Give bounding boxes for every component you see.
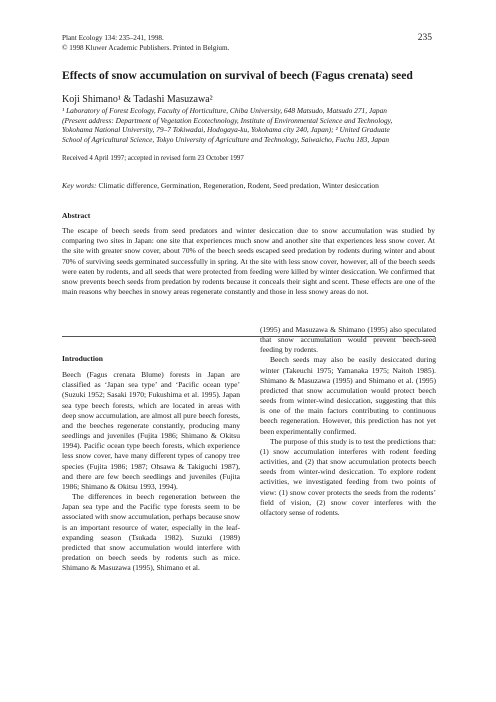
keywords-label: Key words: <box>62 181 97 190</box>
page-number: 235 <box>417 33 432 43</box>
authors: Koji Shimano¹ & Tadashi Masuzawa² <box>62 94 213 105</box>
received-date: Received 4 April 1997; accepted in revised form 23 October 1997 <box>62 155 244 162</box>
keywords-block <box>62 181 440 191</box>
affiliation-line: School of Agricultural Science, Tokyo University of Agriculture and Technology, Saiwaicho, Fuchu 183, Japan <box>62 134 390 144</box>
right-column <box>260 325 436 518</box>
affiliation-line: Yokohama National University, 79–7 Tokiwadai, Hodogaya-ku, Yokohama city 240, Japan); ² United Graduate <box>62 125 390 135</box>
left-column <box>62 354 240 573</box>
introduction-heading: Introduction <box>62 354 103 363</box>
body-paragraph: The differences in beech regeneration between the Japan sea type and the Pacific type forests seem to be associated with snow accumulation, perhaps because snow is an important resource of water, especially in the leaf-expanding season (Tsukada 1982). Suzuki (1989) predicted that snow accumulation would interfere with predation on beech seeds by rodents such as mice. Shimano & Masuzawa (1995), Shimano et al. <box>62 492 240 573</box>
running-header <box>62 34 229 53</box>
journal-line: Plant Ecology 134: 235–241, 1998. <box>62 34 164 42</box>
affiliation-line: ¹ Laboratory of Forest Ecology, Faculty of Horticulture, Chiba University, 648 Matsudo, Matsudo 271, Japan <box>62 106 387 115</box>
abstract-heading: Abstract <box>62 211 91 220</box>
keywords-list: Climatic difference, Germination, Regeneration, Rodent, Seed predation, Winter desiccation <box>98 181 379 190</box>
affiliations <box>62 106 440 144</box>
body-paragraph: The purpose of this study is to test the predictions that: (1) snow accumulation interferes with rodent feeding activities, and (2) that snow accumulation protects beech seeds from winter-wind desiccation. To explore rodent activities, we investigated feeding from two points of view: (1) snow cover protects the seeds from the rodents’ field of vision, (2) snow cover interferes with the olfactory sense of rodents. <box>260 436 436 517</box>
affiliation-line: (Present address: Department of Vegetation Ecotechnology, Institute of Environmental Science and Technology, <box>62 115 393 125</box>
body-paragraph: Beech seeds may also be easily desiccated during winter (Takeuchi 1975; Yamanaka 1975; Naitoh 1985). Shimano & Masuzawa (1995) and Shimano et al. (1995) predicted that snow accumulation would protect beech seeds from winter-wind desiccation, suggesting that this is one of the main factors contributing to continuous beech regeneration. However, this prediction has not yet been experimentally confirmed. <box>260 355 436 436</box>
copyright-line: © 1998 Kluwer Academic Publishers. Printed in Belgium. <box>62 43 230 52</box>
body-paragraph: (1995) and Masuzawa & Shimano (1995) also speculated that snow accumulation would prevent beech-seed feeding by rodents. <box>260 325 436 355</box>
body-paragraph: Beech (Fagus crenata Blume) forests in Japan are classified as ‘Japan sea type’ and ‘Pacific ocean type’ (Suzuki 1952; Sasaki 1970; Fukushima et al. 1995). Japan sea type beech forests, which are located in areas with deep snow accumulation, are almost all pure beech forests, and the beeches regenerate constantly, producing many seedlings and juveniles (Fujita 1986; Shimano & Okitsu 1994). Pacific ocean type beech forests, which experience less snow cover, have many different types of canopy tree species (Fujita 1986; 1987; Ohsawa & Takiguchi 1987), and there are few beech seedlings and juveniles (Fujita 1986; Shimano & Okitsu 1993, 1994). <box>62 370 240 491</box>
abstract-text: The escape of beech seeds from seed predators and winter desiccation due to snow accumulation was studied by comparing two sites in Japan: one site that experiences much snow and another site that experiences less snow cover. At the site with greater snow cover, about 70% of the beech seeds escaped seed predation by rodents during winter and about 70% of surviving seeds germinated successfully in spring. At the site with less snow cover, however, all of the beech seeds were eaten by rodents, and all seeds that were protected from feeding were killed by winter desiccation. We confirmed that snow prevents beech seeds from predation by rodents because it conceals their sight and scent. These effects are one of the main reasons why beeches in snowy areas regenerate constantly and those in less snowy areas do not. <box>62 226 435 297</box>
article-title: Effects of snow accumulation on survival of beech (Fagus crenata) seed <box>62 69 413 82</box>
